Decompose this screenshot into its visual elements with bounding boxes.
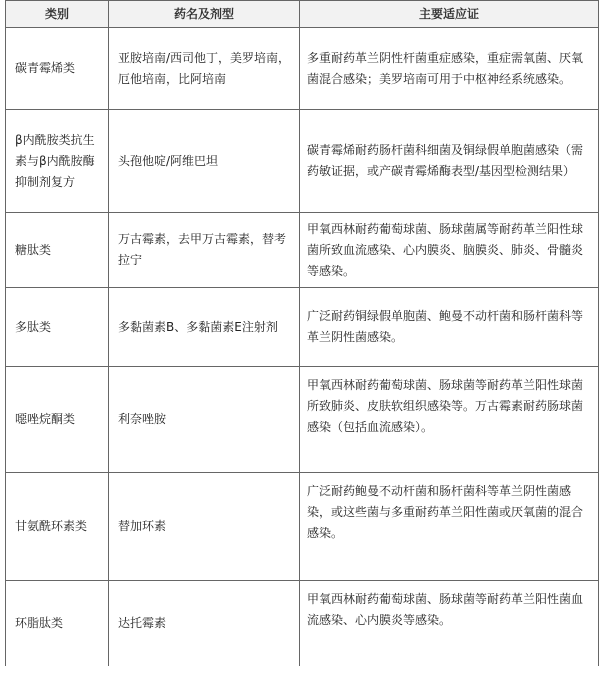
header-drugs: 药名及剂型 <box>109 1 300 28</box>
indication-cell: 广泛耐药铜绿假单胞菌、鲍曼不动杆菌和肠杆菌科等革兰阴性菌感染。 <box>300 288 599 367</box>
category-cell: 噁唑烷酮类 <box>6 367 109 473</box>
table-row <box>6 213 599 288</box>
header-indications: 主要适应证 <box>300 1 599 28</box>
category-cell: β内酰胺类抗生素与β内酰胺酶抑制剂复方 <box>6 110 109 213</box>
category-cell: 环脂肽类 <box>6 581 109 666</box>
drug-cell: 万古霉素，去甲万古霉素，替考拉宁 <box>109 213 300 288</box>
table-row <box>6 28 599 110</box>
indication-cell: 多重耐药革兰阴性杆菌重症感染，重症需氧菌、厌氧菌混合感染；美罗培南可用于中枢神经系统感染。 <box>300 28 599 110</box>
indication-cell: 甲氧西林耐药葡萄球菌、肠球菌等耐药革兰阳性球菌所致肺炎、皮肤软组织感染等。万古霉素耐药肠球菌感染（包括血流感染）。 <box>300 367 599 473</box>
category-cell: 甘氨酰环素类 <box>6 473 109 581</box>
category-cell: 多肽类 <box>6 288 109 367</box>
drug-cell: 替加环素 <box>109 473 300 581</box>
table-row <box>6 581 599 666</box>
indication-cell: 甲氧西林耐药葡萄球菌、肠球菌属等耐药革兰阳性球菌所致血流感染、心内膜炎、脑膜炎、肺炎、骨髓炎等感染。 <box>300 213 599 288</box>
category-cell: 碳青霉烯类 <box>6 28 109 110</box>
drug-cell: 亚胺培南/西司他丁，美罗培南，厄他培南，比阿培南 <box>109 28 300 110</box>
header-category: 类别 <box>6 1 109 28</box>
table-row <box>6 367 599 473</box>
indication-cell: 甲氧西林耐药葡萄球菌、肠球菌等耐药革兰阳性菌血流感染、心内膜炎等感染。 <box>300 581 599 666</box>
antibiotic-table <box>5 0 599 666</box>
drug-cell: 头孢他啶/阿维巴坦 <box>109 110 300 213</box>
indication-cell: 广泛耐药鲍曼不动杆菌和肠杆菌科等革兰阴性菌感染，或这些菌与多重耐药革兰阳性菌或厌氧菌的混合感染。 <box>300 473 599 581</box>
indication-cell: 碳青霉烯耐药肠杆菌科细菌及铜绿假单胞菌感染（需药敏证据，或产碳青霉烯酶表型/基因型检测结果） <box>300 110 599 213</box>
category-cell: 糖肽类 <box>6 213 109 288</box>
drug-cell: 达托霉素 <box>109 581 300 666</box>
drug-cell: 多黏菌素B、多黏菌素E注射剂 <box>109 288 300 367</box>
drug-cell: 利奈唑胺 <box>109 367 300 473</box>
table-row <box>6 110 599 213</box>
table-row <box>6 473 599 581</box>
table-header-row <box>6 1 599 28</box>
table-row <box>6 288 599 367</box>
